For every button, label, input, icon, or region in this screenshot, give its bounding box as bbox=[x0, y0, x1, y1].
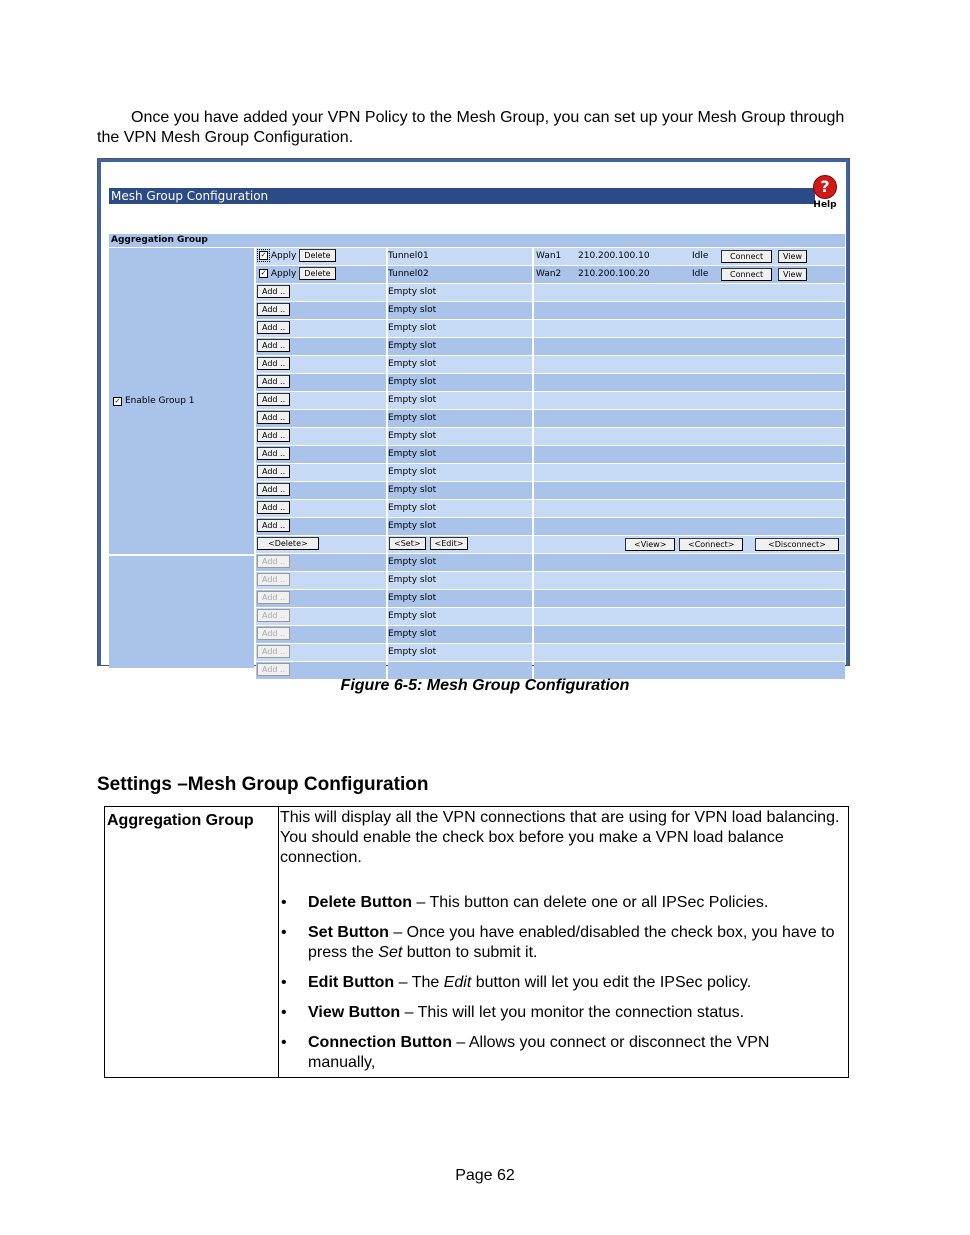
table-row bbox=[256, 266, 845, 284]
intro-text: Once you have added your VPN Policy to the Mesh Group, you can set up your Mesh Group through the VPN Mesh Group Configuration. bbox=[97, 109, 845, 146]
table-row bbox=[256, 356, 845, 374]
table-row bbox=[256, 338, 845, 356]
slot-name-cell bbox=[388, 410, 532, 427]
mesh-group-screenshot bbox=[97, 158, 850, 674]
slot-info-cell bbox=[534, 266, 845, 283]
wan-label: Wan2 bbox=[536, 269, 562, 279]
group-column-2 bbox=[109, 556, 254, 668]
slot-name-cell bbox=[388, 302, 532, 319]
slot-control-cell bbox=[256, 536, 386, 553]
slot-name-cell bbox=[388, 464, 532, 481]
tunnel-name: Tunnel02 bbox=[388, 269, 429, 279]
add-button-disabled: Add .. bbox=[257, 555, 290, 568]
empty-slot-label: Empty slot bbox=[388, 503, 437, 513]
table-row bbox=[256, 644, 845, 662]
slot-info-cell bbox=[534, 338, 845, 355]
empty-slot-label: Empty slot bbox=[388, 593, 437, 603]
slot-control-cell bbox=[256, 410, 386, 427]
empty-slot-label: Empty slot bbox=[388, 467, 437, 477]
add-button[interactable]: Add .. bbox=[257, 465, 290, 478]
slot-info-cell bbox=[534, 518, 845, 535]
slot-control-cell bbox=[256, 590, 386, 607]
apply-checkbox[interactable]: ✓ bbox=[260, 251, 267, 259]
slot-info-cell bbox=[534, 572, 845, 589]
table-row bbox=[256, 518, 845, 536]
add-button[interactable]: Add .. bbox=[257, 339, 290, 352]
table-row bbox=[256, 320, 845, 338]
table-row bbox=[256, 626, 845, 644]
bullet-text: – The bbox=[394, 974, 444, 991]
delete-button[interactable]: Delete bbox=[299, 267, 335, 280]
ip-address: 210.200.100.10 bbox=[578, 251, 650, 261]
empty-slot-label: Empty slot bbox=[388, 485, 437, 495]
slot-control-cell bbox=[256, 482, 386, 499]
bullet-term: Delete Button bbox=[308, 894, 412, 911]
add-button[interactable]: Add .. bbox=[257, 501, 290, 514]
slot-control-cell bbox=[256, 446, 386, 463]
wan-label: Wan1 bbox=[536, 251, 562, 261]
table-row bbox=[256, 482, 845, 500]
slot-control-cell bbox=[256, 518, 386, 535]
slot-control-cell bbox=[256, 284, 386, 301]
slot-name-cell bbox=[388, 626, 532, 643]
slot-control-cell bbox=[256, 248, 386, 265]
connect-all-button[interactable]: <Connect> bbox=[679, 538, 743, 551]
empty-slot-label: Empty slot bbox=[388, 287, 437, 297]
table-row bbox=[256, 464, 845, 482]
empty-slot-label: Empty slot bbox=[388, 557, 437, 567]
add-button[interactable]: Add .. bbox=[257, 393, 290, 406]
empty-slot-label: Empty slot bbox=[388, 449, 437, 459]
slot-control-cell bbox=[256, 338, 386, 355]
slot-name-cell bbox=[388, 248, 532, 265]
ip-address: 210.200.100.20 bbox=[578, 269, 650, 279]
add-button[interactable]: Add .. bbox=[257, 411, 290, 424]
table-row bbox=[256, 446, 845, 464]
slot-info-cell bbox=[534, 482, 845, 499]
apply-label: Apply bbox=[268, 269, 297, 279]
aggregation-group-header: Aggregation Group bbox=[109, 234, 845, 247]
empty-slot-label: Empty slot bbox=[388, 647, 437, 657]
add-button[interactable]: Add .. bbox=[257, 303, 290, 316]
figure-caption: Figure 6-5: Mesh Group Configuration bbox=[340, 677, 630, 694]
slot-name-cell bbox=[388, 266, 532, 283]
add-button-disabled: Add .. bbox=[257, 645, 290, 658]
table-row bbox=[256, 302, 845, 320]
add-button[interactable]: Add .. bbox=[257, 375, 290, 388]
table-row bbox=[256, 554, 845, 572]
section-title: Settings –Mesh Group Configuration bbox=[97, 774, 429, 795]
add-button[interactable]: Add .. bbox=[257, 321, 290, 334]
slot-info-cell bbox=[534, 392, 845, 409]
help-icon: ? bbox=[813, 175, 837, 199]
table-row bbox=[256, 590, 845, 608]
empty-slot-label: Empty slot bbox=[388, 395, 437, 405]
help-label: Help bbox=[813, 200, 837, 210]
status-text: Idle bbox=[692, 269, 709, 279]
slot-control-cell bbox=[256, 500, 386, 517]
connect-button[interactable]: Connect bbox=[721, 268, 772, 281]
slot-info-cell bbox=[534, 500, 845, 517]
add-button[interactable]: Add .. bbox=[257, 357, 290, 370]
empty-slot-label: Empty slot bbox=[388, 575, 437, 585]
edit-button[interactable]: <Edit> bbox=[430, 537, 469, 550]
slot-name-cell bbox=[388, 284, 532, 301]
slot-name-cell bbox=[388, 644, 532, 661]
add-button[interactable]: Add .. bbox=[257, 447, 290, 460]
slot-control-cell bbox=[256, 572, 386, 589]
slot-name-cell bbox=[388, 500, 532, 517]
empty-slot-label: Empty slot bbox=[388, 611, 437, 621]
table-row bbox=[256, 536, 845, 554]
slot-info-cell bbox=[534, 374, 845, 391]
slot-name-cell bbox=[388, 356, 532, 373]
table-row bbox=[256, 248, 845, 266]
bullet-term: View Button bbox=[308, 1004, 401, 1021]
empty-slot-label: Empty slot bbox=[388, 413, 437, 423]
table-row bbox=[256, 284, 845, 302]
slot-control-cell bbox=[256, 392, 386, 409]
add-button[interactable]: Add .. bbox=[257, 429, 290, 442]
slot-name-cell bbox=[388, 428, 532, 445]
add-button[interactable]: Add .. bbox=[257, 483, 290, 496]
enable-group-label: Enable Group 1 bbox=[125, 396, 195, 406]
slot-info-cell bbox=[534, 590, 845, 607]
check-icon: ✓ bbox=[114, 396, 121, 405]
slot-info-cell bbox=[534, 464, 845, 481]
delete-button[interactable]: Delete bbox=[299, 249, 335, 262]
slot-name-cell bbox=[388, 536, 532, 553]
status-text: Idle bbox=[692, 251, 709, 261]
apply-label: Apply bbox=[268, 251, 297, 261]
slot-name-cell bbox=[388, 446, 532, 463]
bullet-text: – Once you have enabled/disabled the check box, you have to press the bbox=[308, 924, 835, 961]
empty-slot-label: Empty slot bbox=[388, 521, 437, 531]
table-row bbox=[256, 428, 845, 446]
slot-control-cell bbox=[256, 320, 386, 337]
add-button-disabled: Add .. bbox=[257, 573, 290, 586]
list-item bbox=[280, 893, 840, 913]
slot-name-cell bbox=[388, 590, 532, 607]
empty-slot-label: Empty slot bbox=[388, 323, 437, 333]
settings-table bbox=[104, 806, 849, 1078]
empty-slot-label: Empty slot bbox=[388, 305, 437, 315]
add-button-disabled: Add .. bbox=[257, 591, 290, 604]
slot-name-cell bbox=[388, 518, 532, 535]
tunnel-name: Tunnel01 bbox=[388, 251, 429, 261]
slot-info-cell bbox=[534, 554, 845, 571]
list-item bbox=[280, 1003, 840, 1023]
slot-control-cell bbox=[256, 428, 386, 445]
slot-info-cell bbox=[534, 644, 845, 661]
slot-info-cell bbox=[534, 626, 845, 643]
description-text: This will display all the VPN connections that are using for VPN load balancing. You should enable the check box before you make a VPN load balance connection. bbox=[280, 809, 840, 866]
empty-slot-label: Empty slot bbox=[388, 341, 437, 351]
slot-name-cell bbox=[388, 554, 532, 571]
slot-control-cell bbox=[256, 356, 386, 373]
slot-rows bbox=[256, 248, 845, 680]
slot-name-cell bbox=[388, 392, 532, 409]
table-row bbox=[256, 374, 845, 392]
connect-button[interactable]: Connect bbox=[721, 250, 772, 263]
slot-info-cell bbox=[534, 428, 845, 445]
bullet-emphasis: Set bbox=[378, 944, 403, 961]
table-row bbox=[256, 500, 845, 518]
table-row bbox=[256, 608, 845, 626]
slot-info-cell bbox=[534, 410, 845, 427]
bullet-text: – This button can delete one or all IPSec Policies. bbox=[412, 894, 769, 911]
table-row bbox=[256, 410, 845, 428]
empty-slot-label: Empty slot bbox=[388, 359, 437, 369]
add-button-disabled: Add .. bbox=[257, 609, 290, 622]
slot-control-cell bbox=[256, 644, 386, 661]
page-number: Page 62 bbox=[455, 1167, 515, 1184]
help-button[interactable] bbox=[810, 175, 840, 210]
slot-name-cell bbox=[388, 608, 532, 625]
enable-group-checkbox[interactable] bbox=[113, 396, 195, 406]
slot-control-cell bbox=[256, 608, 386, 625]
view-all-button[interactable]: <View> bbox=[625, 538, 675, 551]
bullet-text-tail: button to submit it. bbox=[402, 944, 538, 961]
delete-all-button[interactable]: <Delete> bbox=[257, 537, 319, 550]
slot-info-cell bbox=[534, 536, 845, 553]
slot-info-cell bbox=[534, 608, 845, 625]
slot-info-cell bbox=[534, 320, 845, 337]
view-button[interactable]: View bbox=[778, 268, 807, 281]
bullet-term: Connection Button bbox=[308, 1034, 452, 1051]
add-button[interactable]: Add .. bbox=[257, 519, 290, 532]
button-list bbox=[280, 893, 840, 1073]
intro-paragraph bbox=[97, 108, 857, 148]
slot-control-cell bbox=[256, 464, 386, 481]
slot-name-cell bbox=[388, 320, 532, 337]
empty-slot-label: Empty slot bbox=[388, 377, 437, 387]
group-column bbox=[109, 248, 254, 554]
slot-control-cell bbox=[256, 374, 386, 391]
bullet-text: – Allows you connect or disconnect the VPN manually, bbox=[308, 1034, 770, 1071]
slot-info-cell bbox=[534, 446, 845, 463]
bullet-term: Set Button bbox=[308, 924, 389, 941]
slot-name-cell bbox=[388, 374, 532, 391]
list-item bbox=[280, 1033, 840, 1073]
slot-info-cell bbox=[534, 284, 845, 301]
slot-control-cell bbox=[256, 302, 386, 319]
slot-info-cell bbox=[534, 356, 845, 373]
table-row bbox=[256, 392, 845, 410]
description-cell bbox=[279, 807, 849, 1078]
list-item bbox=[280, 973, 840, 993]
list-item bbox=[280, 923, 840, 963]
bullet-text-tail: button will let you edit the IPSec policy. bbox=[471, 974, 752, 991]
slot-info-cell bbox=[534, 248, 845, 265]
bullet-term: Edit Button bbox=[308, 974, 395, 991]
add-button-disabled: Add .. bbox=[257, 663, 290, 676]
apply-checkbox[interactable]: ✓ bbox=[260, 269, 267, 277]
slot-control-cell bbox=[256, 626, 386, 643]
slot-info-cell bbox=[534, 302, 845, 319]
term-cell: Aggregation Group bbox=[105, 807, 279, 1078]
add-button-disabled: Add .. bbox=[257, 627, 290, 640]
slot-control-cell bbox=[256, 554, 386, 571]
empty-slot-label: Empty slot bbox=[388, 629, 437, 639]
table-row bbox=[256, 572, 845, 590]
bullet-text: – This will let you monitor the connection status. bbox=[400, 1004, 745, 1021]
disconnect-all-button[interactable]: <Disconnect> bbox=[755, 538, 839, 551]
slot-name-cell bbox=[388, 338, 532, 355]
slot-control-cell bbox=[256, 266, 386, 283]
add-button[interactable]: Add .. bbox=[257, 285, 290, 298]
bullet-emphasis: Edit bbox=[443, 974, 472, 991]
screenshot-title: Mesh Group Configuration bbox=[109, 188, 815, 204]
slot-name-cell bbox=[388, 482, 532, 499]
view-button[interactable]: View bbox=[778, 250, 807, 263]
slot-name-cell bbox=[388, 572, 532, 589]
empty-slot-label: Empty slot bbox=[388, 431, 437, 441]
set-button[interactable]: <Set> bbox=[389, 537, 426, 550]
